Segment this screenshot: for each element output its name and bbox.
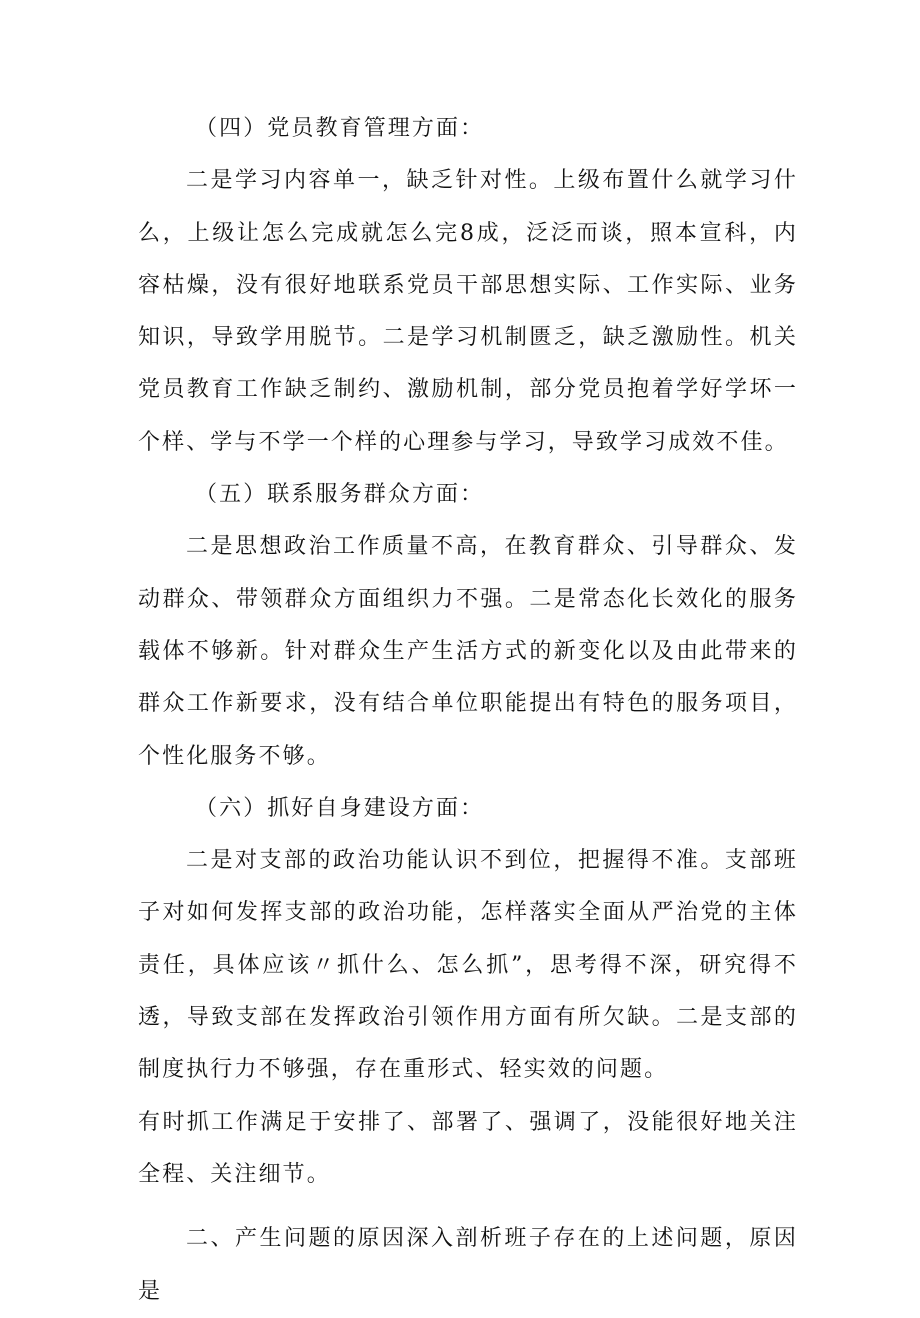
paragraph-continuation: 有时抓工作满足于安排了、部署了、强调了，没能很好地关注全程、关注细节。 bbox=[138, 1109, 798, 1187]
document-body bbox=[138, 103, 798, 1318]
section-heading-self-building: （六）抓好自身建设方面： bbox=[195, 795, 485, 821]
paragraph-party-education: 二是学习内容单一，缺乏针对性。上级布置什么就学习什么，上级让怎么完成就怎么完8成，泛泛而谈，照本宣科，内容枯燥，没有很好地联系党员干部思想实际、工作实际、业务知识，导致学用脱节。二是学习机制匮乏，缺乏激励性。机关党员教育工作缺乏制约、激励机制，部分党员抱着学好学坏一个样、学与不学一个样的心理参与学习，导致学习成效不佳。 bbox=[138, 168, 798, 455]
section-heading-serving-masses: （五）联系服务群众方面： bbox=[195, 482, 485, 508]
paragraph-serving-masses: 二是思想政治工作质量不高，在教育群众、引导群众、发动群众、带领群众方面组织力不强。二是常态化长效化的服务载体不够新。针对群众生产生活方式的新变化以及由此带来的群众工作新要求，没有结合单位职能提出有特色的服务项目，个性化服务不够。 bbox=[138, 534, 798, 769]
section-heading-causes: 二、产生问题的原因深入剖析班子存在的上述问题，原因是 bbox=[138, 1226, 798, 1304]
section-heading-party-education: （四）党员教育管理方面： bbox=[195, 116, 485, 141]
paragraph-self-building: 二是对支部的政治功能认识不到位，把握得不准。支部班子对如何发挥支部的政治功能，怎样落实全面从严治党的主体责任，具体应该〃抓什么、怎么抓”，思考得不深，研究得不透，导致支部在发挥政治引领作用方面有所欠缺。二是支部的制度执行力不够强，存在重形式、轻实效的问题。 bbox=[138, 848, 798, 1083]
